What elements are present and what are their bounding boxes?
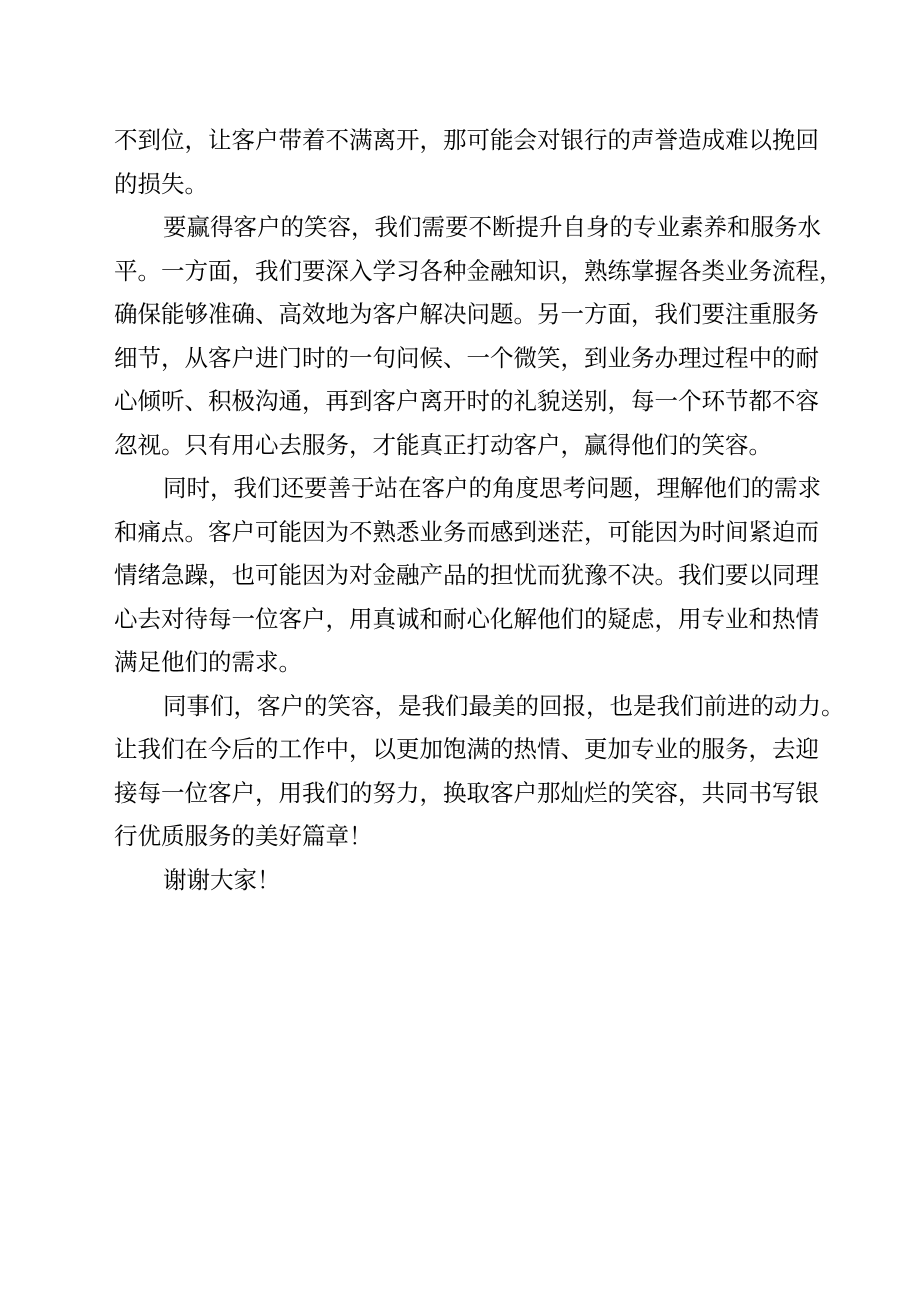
paragraph-4-line-2: 让我们在今后的工作中，以更加饱满的热情、更加专业的服务，去迎 bbox=[114, 735, 819, 763]
paragraph-3-line-3: 情绪急躁，也可能因为对金融产品的担忧而犹豫不决。我们要以同理 bbox=[114, 561, 819, 589]
paragraph-3-line-5: 满足他们的需求。 bbox=[114, 648, 302, 676]
paragraph-2-line-2: 平。一方面，我们要深入学习各种金融知识，熟练掌握各类业务流程， bbox=[114, 256, 843, 285]
paragraph-5-line-1: 谢谢大家！ bbox=[163, 865, 281, 894]
paragraph-1-line-2: 的损失。 bbox=[114, 169, 208, 198]
paragraph-3-line-2: 和痛点。客户可能因为不熟悉业务而感到迷茫，可能因为时间紧迫而 bbox=[114, 517, 819, 546]
paragraph-2-line-6: 忽视。只有用心去服务，才能真正打动客户，赢得他们的笑容。 bbox=[114, 430, 772, 459]
speech-body bbox=[114, 119, 845, 902]
paragraph-4-line-3: 接每一位客户，用我们的努力，换取客户那灿烂的笑容，共同书写银 bbox=[114, 778, 819, 807]
paragraph-2-line-5: 心倾听、积极沟通，再到客户离开时的礼貌送别，每一个环节都不容 bbox=[114, 387, 819, 415]
paragraph-2-line-4: 细节，从客户进门时的一句问候、一个微笑，到业务办理过程中的耐 bbox=[114, 343, 819, 372]
paragraph-2-line-1: 要赢得客户的笑容，我们需要不断提升自身的专业素养和服务水 bbox=[163, 213, 821, 241]
paragraph-2-line-3: 确保能够准确、高效地为客户解决问题。另一方面，我们要注重服务 bbox=[114, 300, 819, 328]
paragraph-4-line-4: 行优质服务的美好篇章！ bbox=[114, 822, 373, 850]
paragraph-4-line-1: 同事们，客户的笑容，是我们最美的回报，也是我们前进的动力。 bbox=[163, 691, 845, 720]
paragraph-1-line-1: 不到位，让客户带着不满离开，那可能会对银行的声誉造成难以挽回 bbox=[114, 126, 819, 154]
paragraph-3-line-1: 同时，我们还要善于站在客户的角度思考问题，理解他们的需求 bbox=[163, 474, 821, 502]
paragraph-3-line-4: 心去对待每一位客户，用真诚和耐心化解他们的疑虑，用专业和热情 bbox=[114, 604, 819, 633]
